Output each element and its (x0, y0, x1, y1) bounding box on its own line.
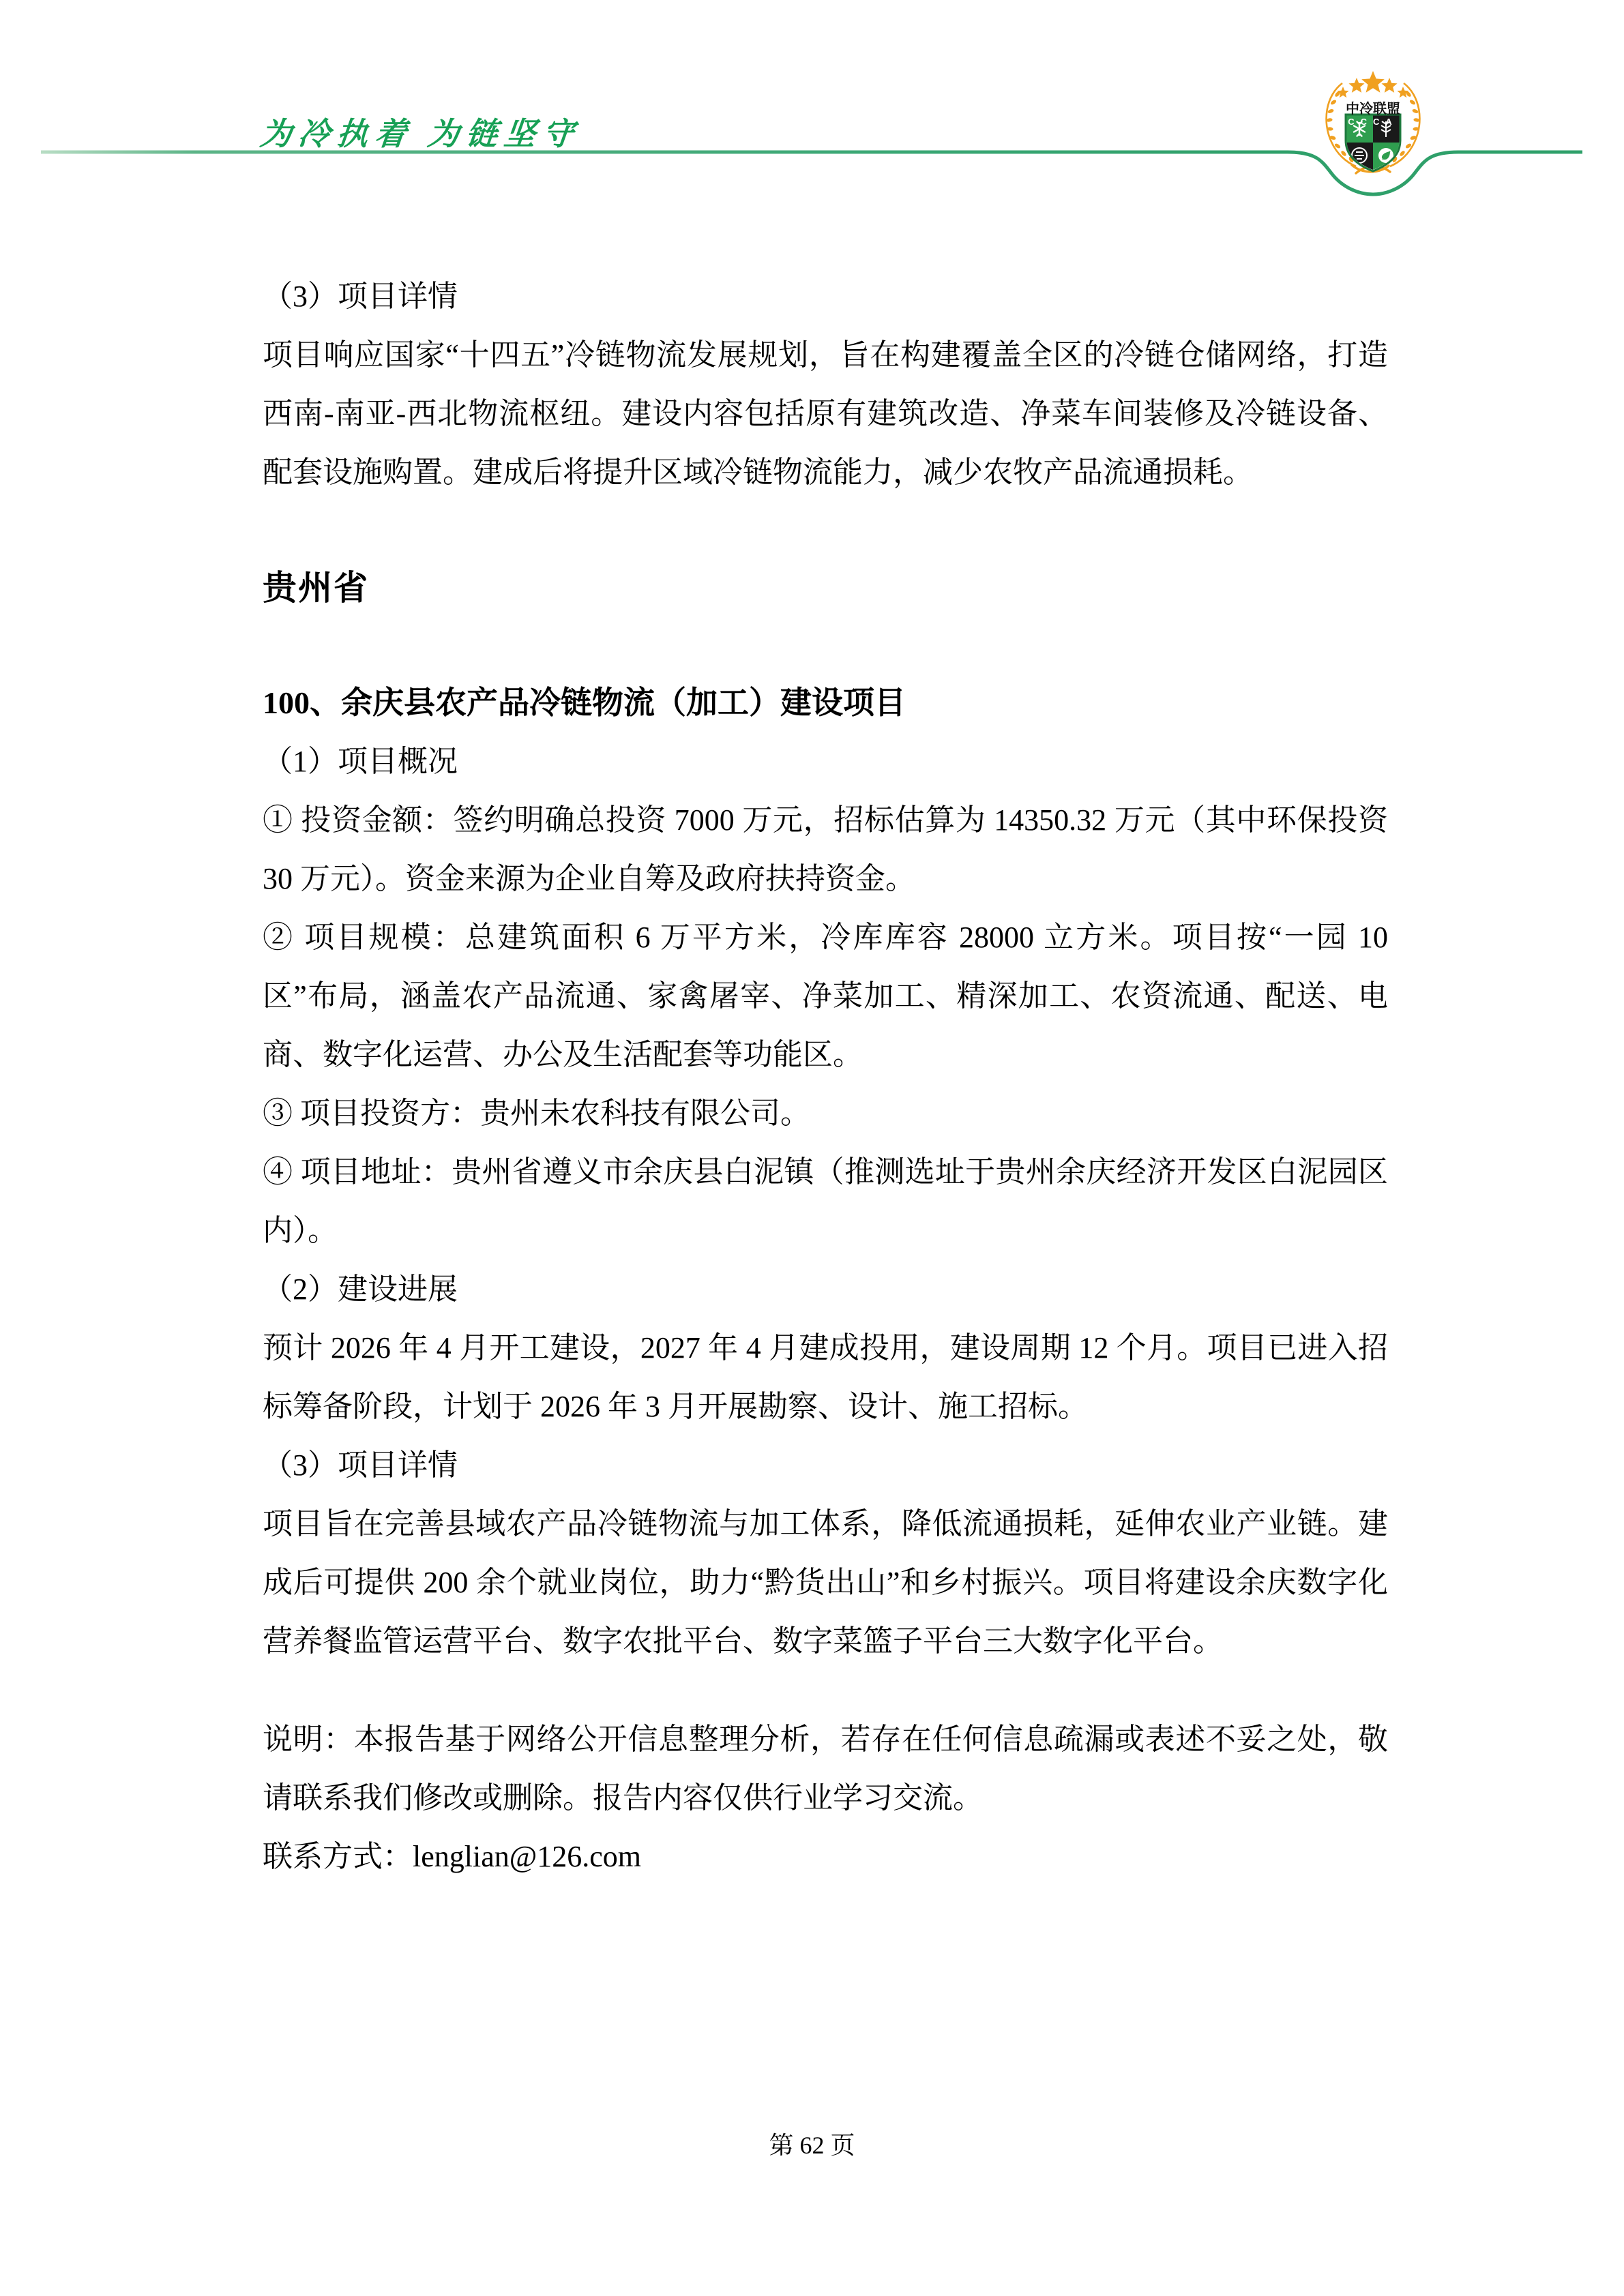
page-footer (0, 2129, 1624, 2162)
disclaimer-paragraph: 说明：本报告基于网络公开信息整理分析，若存在任何信息疏漏或表述不妥之处，敬请联系我们修改或删除。报告内容仅供行业学习交流。 (263, 1723, 1388, 1815)
province-heading: 贵州省 (263, 569, 369, 607)
page-header (0, 0, 1624, 205)
page-number: 第 62 页 (769, 2132, 855, 2159)
progress-paragraph: 预计 2026 年 4 月开工建设，2027 年 4 月建成投用，建设周期 12 个月。项目已进入招标筹备阶段，计划于 2026 年 3 月开展勘察、设计、施工招标。 (263, 1331, 1388, 1423)
overview-item-address: ④ 项目地址：贵州省遵义市余庆县白泥镇（推测选址于贵州余庆经济开发区白泥园区内）。 (263, 1155, 1388, 1247)
document-body (263, 267, 1388, 1886)
overview-item-investor: ③ 项目投资方：贵州未农科技有限公司。 (263, 1097, 810, 1130)
star-icon (1337, 71, 1408, 98)
logo-acronym: CCCA (1348, 117, 1398, 127)
contact-email: lenglian@126.com (413, 1840, 642, 1873)
ccca-shield-logo (1315, 59, 1431, 185)
progress-label: （2）建设进展 (263, 1272, 458, 1306)
logo-chinese-text: 中冷联盟 (1346, 102, 1400, 117)
details-label: （3）项目详情 (263, 1448, 458, 1482)
prev-section-paragraph: 项目响应国家“十四五”冷链物流发展规划，旨在构建覆盖全区的冷链仓储网络，打造西南-南亚-西北物流枢纽。建设内容包括原有建筑改造、净菜车间装修及冷链设备、配套设施购置。建成后将提升区域冷链物流能力，减少农牧产品流通损耗。 (263, 338, 1388, 489)
project-title: 100、余庆县农产品冷链物流（加工）建设项目 (263, 685, 906, 720)
overview-label: （1）项目概况 (263, 745, 458, 778)
spacer (263, 502, 1388, 559)
details-paragraph: 项目旨在完善县域农产品冷链物流与加工体系，降低流通损耗，延伸农业产业链。建成后可提供 200 余个就业岗位，助力“黔货出山”和乡村振兴。项目将建设余庆数字化营养餐监管运营平台、数字农批平台、数字菜篮子平台三大数字化平台。 (263, 1507, 1388, 1658)
spacer (263, 1671, 1388, 1710)
overview-item-scale: ② 项目规模：总建筑面积 6 万平方米，冷库库容 28000 立方米。项目按“一园 10 区”布局，涵盖农产品流通、家禽屠宰、净菜加工、精深加工、农资流通、配送、电商、数字化运营、办公及生活配套等功能区。 (263, 921, 1388, 1071)
spacer (263, 616, 1388, 674)
overview-item-investment: ① 投资金额：签约明确总投资 7000 万元，招标估算为 14350.32 万元（其中环保投资 30 万元）。资金来源为企业自筹及政府扶持资金。 (263, 803, 1388, 895)
prev-section-label: （3）项目详情 (263, 280, 458, 313)
contact-line (263, 1828, 1388, 1886)
contact-label: 联系方式： (263, 1840, 413, 1873)
header-slogan: 为冷执着 为链坚守 (258, 117, 582, 151)
